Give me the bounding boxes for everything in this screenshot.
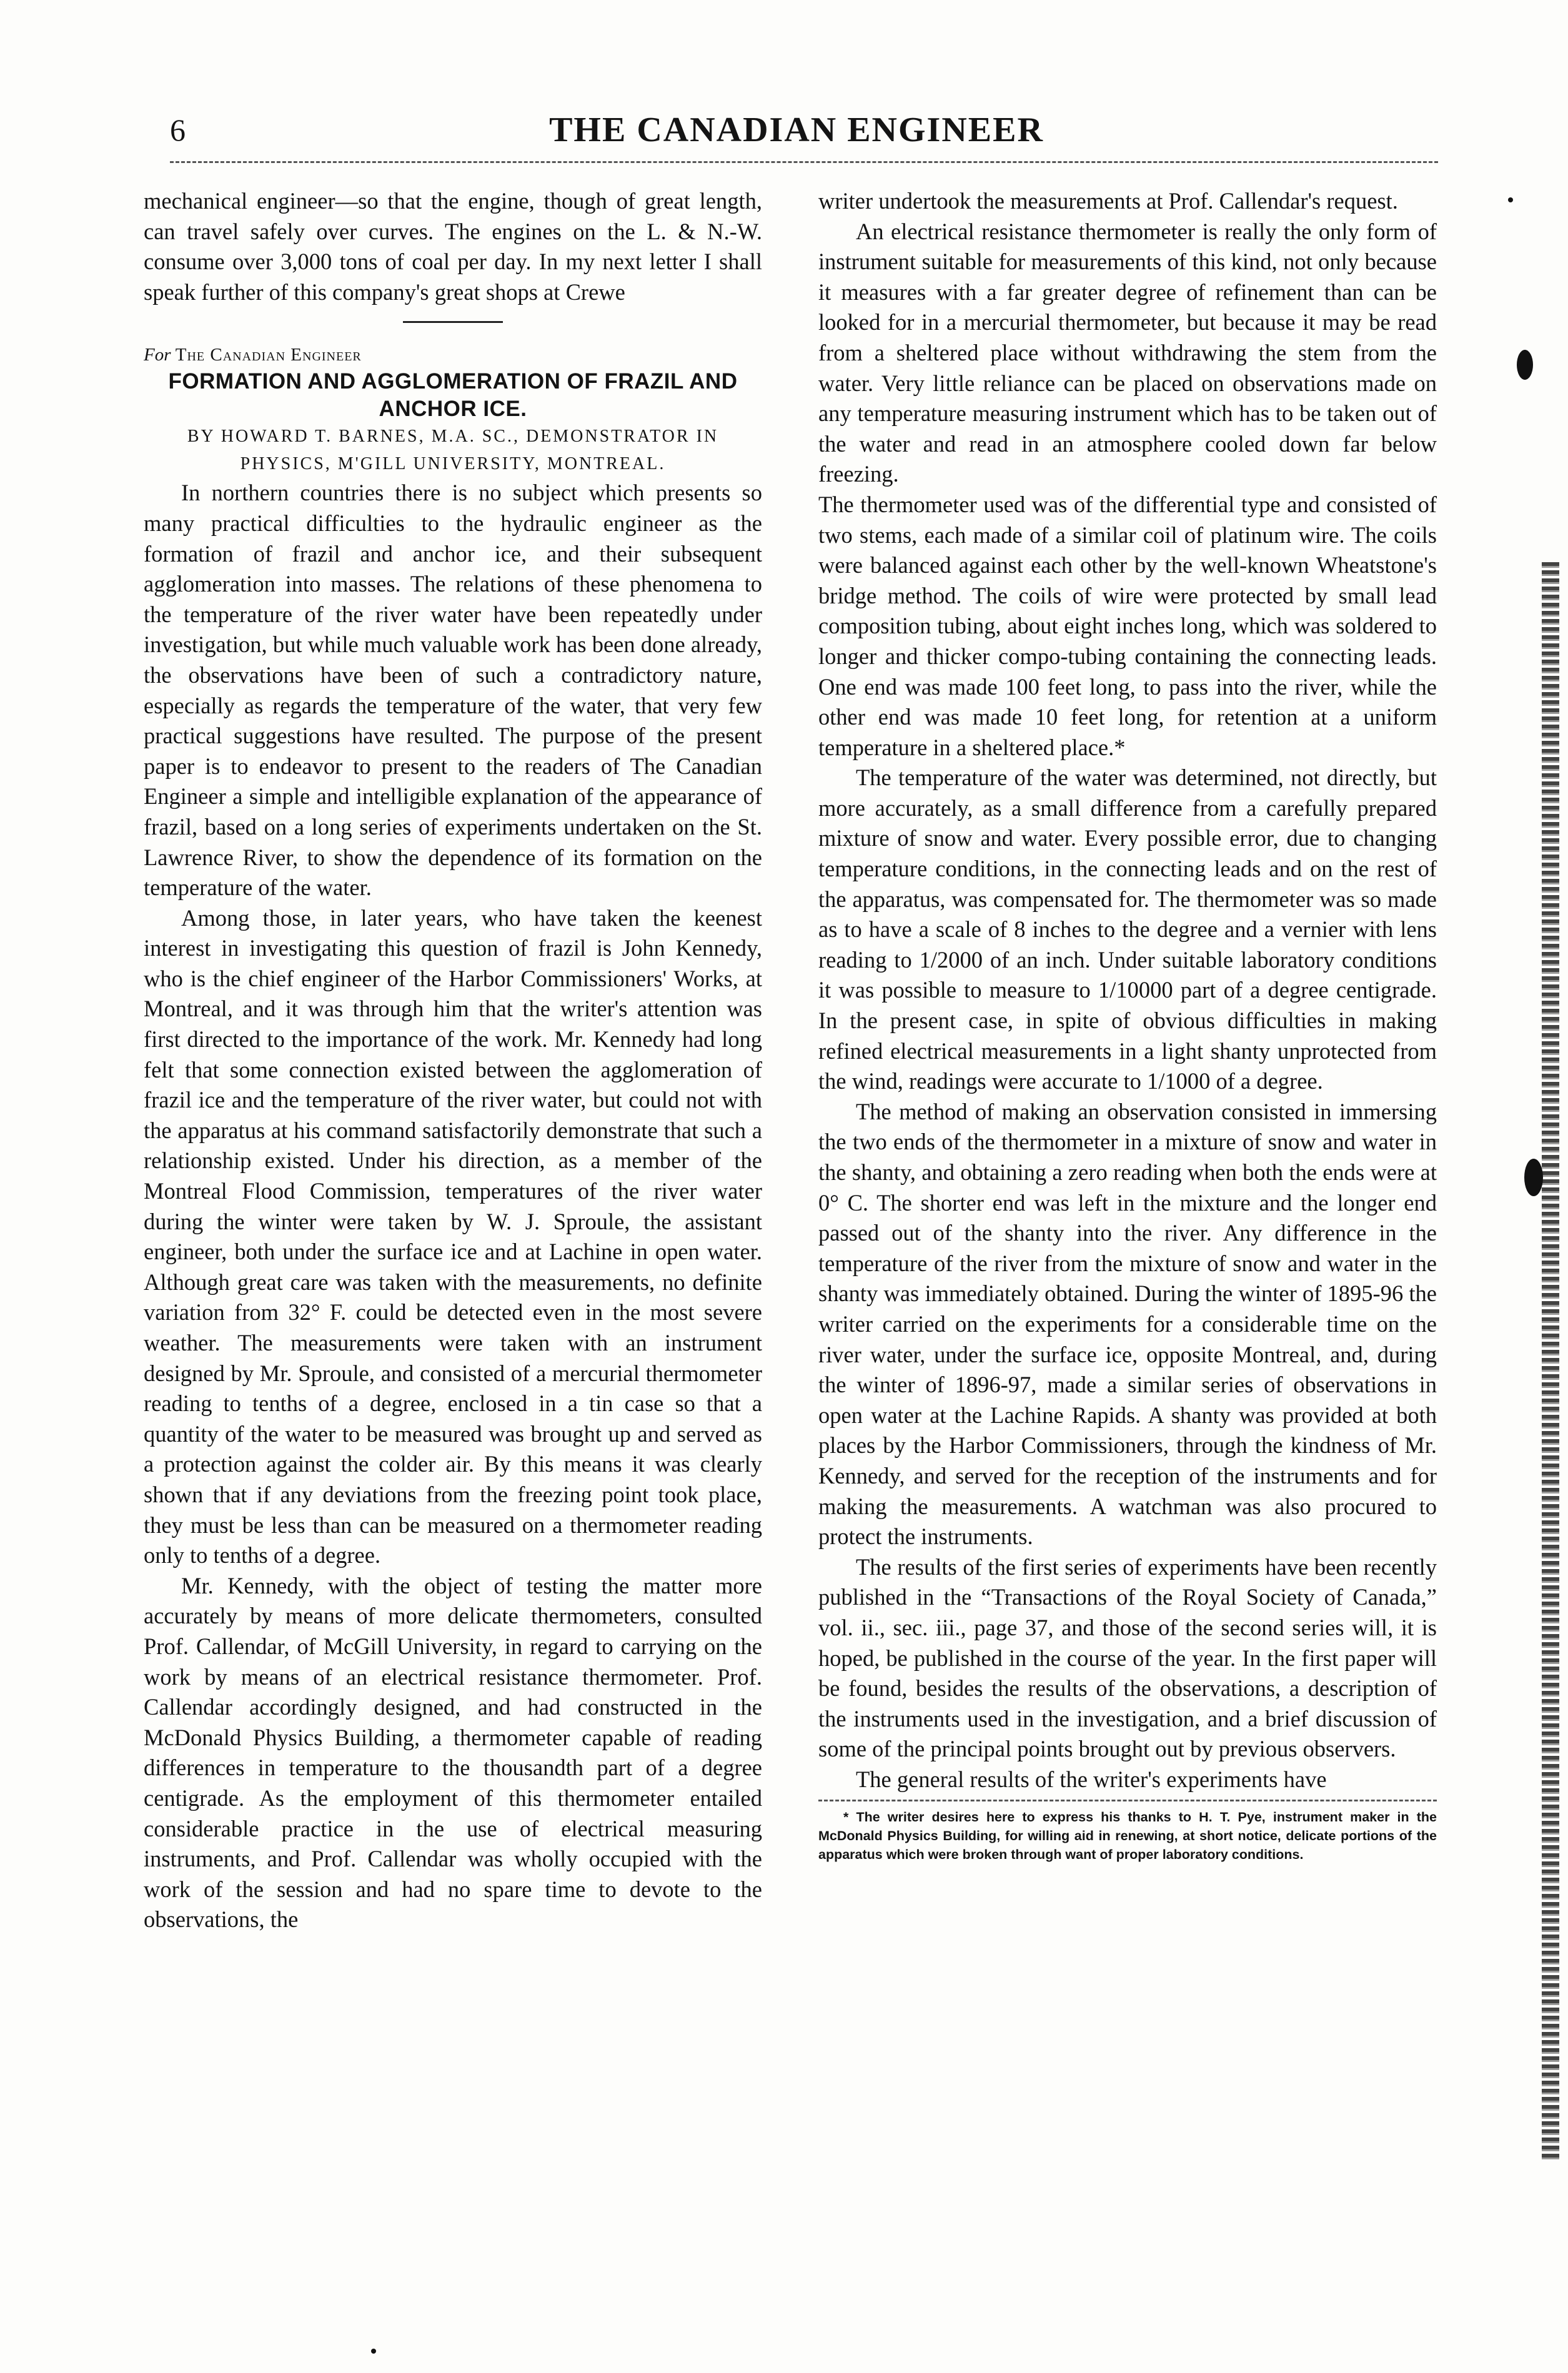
page-number: 6 [170,112,186,147]
intro-paragraph: mechanical engineer—so that the engine, though of great length, can travel safely over curves. The engines on the L. & N.-W. consume over 3,000 tons of coal per day. In my next letter I shall speak further of this company's great shops at Crewe [144,188,762,305]
body-paragraph: Mr. Kennedy, with the object of testing the matter more accurately by means of more delicate thermometers, consulted Prof. Callendar, of McGill University, in regard to carrying on the work by means of an electrical resistance thermometer. Prof. Callendar accordingly designed, and had constructed in the McDonald Physics Building, a thermometer capable of reading differences in temperature to the thousandth part of a degree centigrade. As the employment of this thermometer entailed considerable practice in the use of electrical measuring instruments, and Prof. Callendar was wholly occupied with the work of the session and had no spare time to devote to the observations, the [144,1572,762,1933]
for-prefix: For [144,345,171,365]
footnote-rule [818,1800,1437,1801]
for-line [144,342,762,368]
body-paragraph: In northern countries there is no subject which presents so many practical difficulties to the hydraulic engineer as the formation of frazil and anchor ice, and their subsequent agglomeration into masses. The relations of these phenomena to the temperature of the river water have been repeatedly under investigation, but while much valuable work has been done already, the observations have been of such a contradictory nature, especially as regards the temperature of the water, that very few practical suggestions have resulted. The purpose of the present paper is to endeavor to present to the readers of The Canadian Engineer a simple and intelligible explanation of the appearance of frazil, based on a long series of experiments undertaken on the St. Lawrence River, to show the dependence of its formation on the temperature of the water. [144,480,762,901]
body-paragraph: An electrical resistance thermometer is really the only form of instrument suitable for measurements of this kind, not only because it measures with a far greater degree of refinement than can be looked for in a mercurial thermometer, but because it may be read from a sheltered place without withdrawing the stem from the water. Very little reliance can be placed on observations made on any temperature measuring instrument which has to be taken out of the water and read in an atmosphere cooled down far below freezing. [818,218,1437,487]
scan-speck [1524,1159,1543,1196]
body-paragraph: The temperature of the water was determined, not directly, but more accurately, as a small difference from a carefully prepared mixture of snow and water. Every possible error, due to changing temperature conditions, in the connecting leads and on the rest of the apparatus, was compensated for. The thermometer was so made as to have a scale of 8 inches to the degree and a vernier with lens reading to 1/2000 of an inch. Under suitable laboratory conditions it was possible to measure to 1/10000 part of a degree centigrade. In the present case, in spite of obvious difficulties in making refined electrical measurements in a light shanty unprotected from the wind, readings were accurate to 1/1000 of a degree. [818,765,1437,1094]
journal-title: THE CANADIAN ENGINEER [549,111,1044,149]
scan-speck [1508,197,1513,202]
body-paragraph: writer undertook the measurements at Prof. Callendar's request. [818,188,1398,214]
body-paragraph: The results of the first series of experiments have been recently published in the “Transactions of the Royal Society of Canada,” vol. ii., sec. iii., page 37, and those of the second series will, it is hoped, be published in the course of the year. In the first paper will be found, besides the results of the observations, a description of the instruments used in the investigation, and a brief discussion of some of the principal points brought out by previous observers. [818,1553,1437,1762]
body-paragraph: The method of making an observation consisted in immersing the two ends of the thermometer in a mixture of snow and water in the shanty, and obtaining a zero reading when both the ends were at 0° C. The shorter end was left in the mixture and the longer end passed out of the shanty into the river. Any difference in the temperature of the river from the mixture of snow and water in the shanty was immediately obtained. During the winter of 1895-96 the writer carried on the experiments for a considerable time on the river water, under the surface ice, opposite Montreal, and, during the winter of 1896-97, made a similar series of observations in open water at the Lachine Rapids. A shanty was provided at both places by the Harbor Commissioners, through the kindness of Mr. Kennedy, and served for the reception of the instruments and for making the measurements. A watchman was also procured to protect the instruments. [818,1098,1437,1550]
article-title: FORMATION AND AGGLOMERATION OF FRAZIL AND ANCHOR ICE. [168,369,738,422]
body-paragraph: The general results of the writer's experiments have [856,1766,1327,1792]
for-publication: The Canadian Engineer [175,345,362,365]
scan-speck [1517,350,1533,380]
left-column [144,186,762,1935]
footnote: * The writer desires here to express his thanks to H. T. Pye, instrument maker in the McDonald Physics Building, for willing aid in renewing, at short notice, delicate portions of the apparatus which were broken through want of proper laboratory conditions. [818,1810,1437,1863]
right-column [818,186,1437,1864]
section-divider [403,321,503,323]
masthead [150,111,1443,161]
body-paragraph: The thermometer used was of the differential type and consisted of two stems, each made of a similar coil of platinum wire. The coils were balanced against each other by the well-known Wheatstone's bridge method. The coils of wire were protected by small lead composition tubing, about eight inches long, which was soldered to longer and thicker compo-tubing containing the connecting leads. One end was made 100 feet long, to pass into the river, while the other end was made 10 feet long, for retention at a uniform temperature in a sheltered place.* [818,491,1437,760]
scan-speck [371,2349,376,2354]
body-paragraph: Among those, in later years, who have taken the keenest interest in investigating this question of frazil is John Kennedy, who is the chief engineer of the Harbor Commissioners' Works, at Montreal, and it was through him that the writer's attention was first directed to the importance of the work. Mr. Kennedy had long felt that some connection existed between the agglomeration of frazil ice and the temperature of the river water, but could not with the apparatus at his command satisfactorily demonstrate that such a relationship existed. Under his direction, as a member of the Montreal Flood Commission, temperatures of the river water during the winter were taken by W. J. Sproule, the assistant engineer, both under the surface ice and at Lachine in open water. Although great care was taken with the measurements, no definite variation from 32° F. could be detected even in the most severe weather. The measurements were taken with an instrument designed by Mr. Sproule, and consisted of a mercurial thermometer reading to tenths of a degree, enclosed in a tin case so that a quantity of the water to be measured was brought up and served as a protection against the colder air. By this means it was clearly shown that if any deviations from the freezing point took place, they must be less than can be measured on a thermometer reading only to tenths of a degree. [144,904,762,1568]
scan-edge-artifact [1542,562,1559,2161]
header-rule [170,161,1438,163]
byline: BY HOWARD T. BARNES, M.A. SC., DEMONSTRATOR IN PHYSICS, M'GILL UNIVERSITY, MONTREAL. [187,427,719,474]
